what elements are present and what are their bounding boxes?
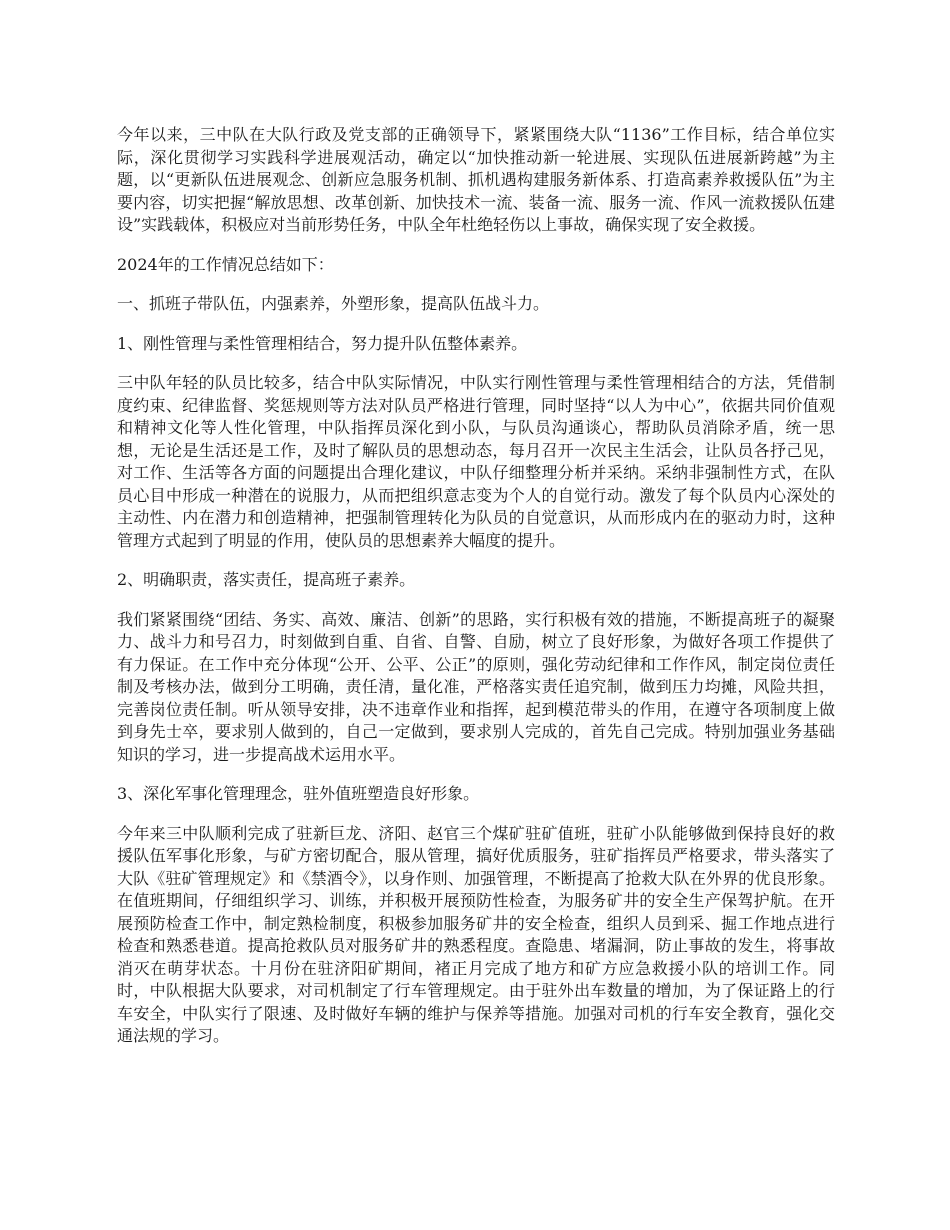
subsection-1-1-paragraph: 三中队年轻的队员比较多，结合中队实际情况，中队实行刚性管理与柔性管理相结合的方法，凭借制度约束、纪律监督、奖惩规则等方法对队员严格进行管理，同时坚持“以人为中心”，依据共同价值观和精神文化等人性化管理，中队指挥员深化到小队，与队员沟通谈心，帮助队员消除矛盾，统一思想，无论是生活还是工作，及时了解队员的思想动态，每月召开一次民主生活会，让队员各抒己见，对工作、生活等各方面的问题提出合理化建议，中队仔细整理分析并采纳。采纳非强制性方式，在队员心目中形成一种潜在的说服力，从而把组织意志变为个人的自觉行动。激发了每个队员内心深处的主动性、内在潜力和创造精神，把强制管理转化为队员的自觉意识，从而形成内在的驱动力时，这种管理方式起到了明显的作用，使队员的思想素养大幅度的提升。 [117,373,835,550]
subsection-1-3-paragraph: 今年来三中队顺利完成了驻新巨龙、济阳、赵官三个煤矿驻矿值班，驻矿小队能够做到保持良好的救援队伍军事化形象，与矿方密切配合，服从管理，搞好优质服务，驻矿指挥员严格要求，带头落实了大队《驻矿管理规定》和《禁酒令》，以身作则、加强管理，不断提高了抢救大队在外界的优良形象。在值班期间，仔细组织学习、训练，并积极开展预防性检查，为服务矿井的安全生产保驾护航。在开展预防检查工作中，制定熟检制度，积极参加服务矿井的安全检查，组织人员到采、掘工作地点进行检查和熟悉巷道。提高抢救队员对服务矿井的熟悉程度。查隐患、堵漏洞，防止事故的发生，将事故消灭在萌芽状态。十月份在驻济阳矿期间，褚正月完成了地方和矿方应急救援小队的培训工作。同时，中队根据大队要求，对司机制定了行车管理规定。由于驻外出车数量的增加，为了保证路上的行车安全，中队实行了限速、及时做好车辆的维护与保养等措施。加强对司机的行车安全教育，强化交通法规的学习。 [117,823,835,1045]
subsection-1-2-heading: 2、明确职责，落实责任，提高班子素养。 [117,570,416,589]
subsection-1-1-heading: 1、刚性管理与柔性管理相结合，努力提升队伍整体素养。 [117,333,528,353]
section-1-heading: 一、抓班子带队伍，内强素养，外塑形象，提高队伍战斗力。 [117,294,550,313]
intro-paragraph: 今年以来，三中队在大队行政及党支部的正确领导下，紧紧围绕大队“1136”工作目标，结合单位实际，深化贯彻学习实践科学进展观活动，确定以“加快推动新一轮进展、实现队伍进展新跨越”为主题，以“更新队伍进展观念、创新应急服务机制、抓机遇构建服务新体系、打造高素养救援队伍”为主要内容，切实把握“解放思想、改革创新、加快技术一流、装备一流、服务一流、作风一流救援队伍建设”实践载体，积极应对当前形势任务，中队全年杜绝轻伤以上事故，确保实现了安全救援。 [117,125,835,234]
subsection-1-3-heading: 3、深化军事化管理理念，驻外值班塑造良好形象。 [117,784,480,803]
summary-heading: 2024年的工作情况总结如下： [117,254,334,274]
document-page [117,124,835,1065]
subsection-1-2-paragraph: 我们紧紧围绕“团结、务实、高效、廉洁、创新”的思路，实行积极有效的措施，不断提高班子的凝聚力、战斗力和号召力，时刻做到自重、自省、自警、自励，树立了良好形象，为做好各项工作提供了有力保证。在工作中充分体现“公开、公平、公正”的原则，强化劳动纪律和工作作风，制定岗位责任制及考核办法，做到分工明确，责任清，量化准，严格落实责任追究制，做到压力均摊，风险共担，完善岗位责任制。听从领导安排，决不违章作业和指挥，起到模范带头的作用，在遵守各项制度上做到身先士卒，要求别人做到的，自己一定做到，要求别人完成的，首先自己完成。特别加强业务基础知识的学习，进一步提高战术运用水平。 [117,609,835,764]
